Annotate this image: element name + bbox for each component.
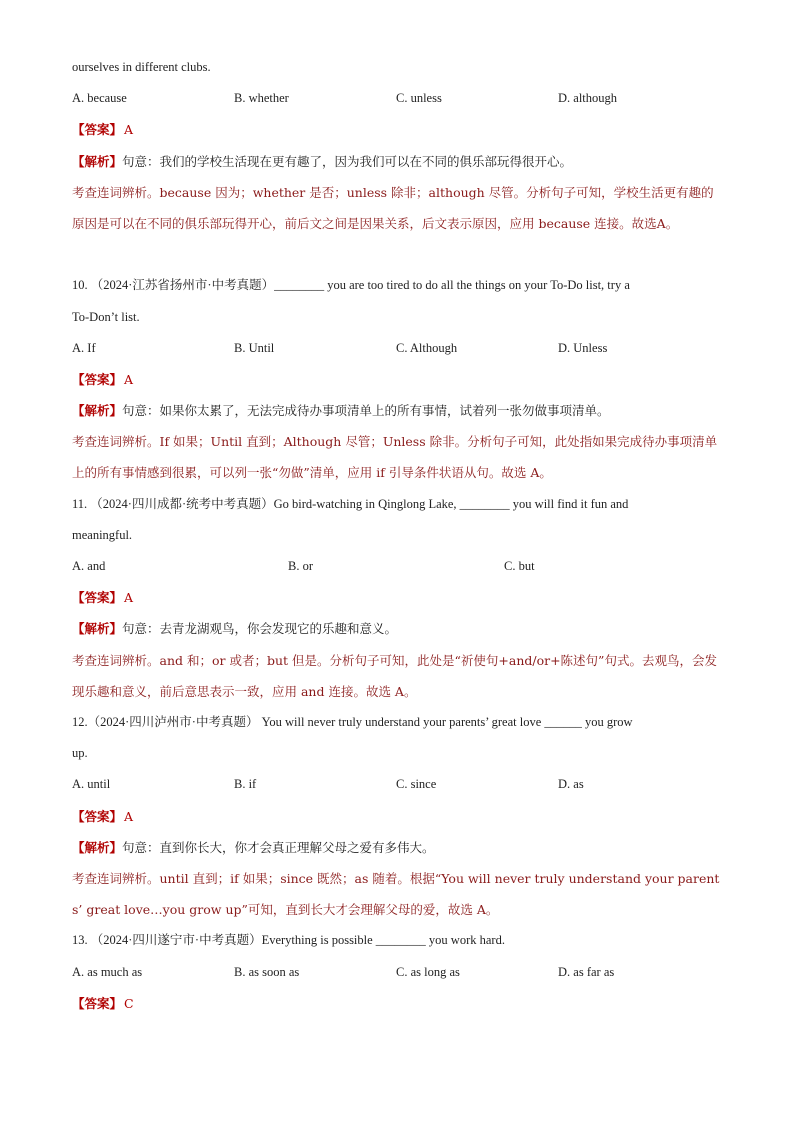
option-d: D. as <box>558 777 584 792</box>
answer-label: 【答案】 <box>72 590 123 606</box>
answer-line <box>72 582 722 613</box>
analysis-line <box>72 395 722 426</box>
option-c: C. Although <box>396 340 458 355</box>
question-tail: ourselves in different clubs. <box>72 60 211 74</box>
options-row <box>72 769 722 800</box>
analysis-text: 句意：去青龙湖观鸟，你会发现它的乐趣和意义。 <box>122 621 398 637</box>
document-page <box>72 52 722 1019</box>
analysis-line <box>72 832 722 863</box>
options-row <box>72 551 722 582</box>
question-10-line1: 10. （2024·江苏省扬州市·中考真题）________ you are too tired to do all the things on your To-Do list, try a <box>72 278 630 293</box>
question-11-line2: meaningful. <box>72 527 133 542</box>
option-a: A. because <box>72 91 127 106</box>
option-c: C. as long as <box>396 964 460 979</box>
answer-label: 【答案】 <box>72 995 123 1011</box>
answer-value: A <box>124 590 134 606</box>
analysis-line <box>72 613 722 644</box>
option-b: B. Until <box>234 340 275 355</box>
analysis-text: 句意：我们的学校生活现在更有趣了，因为我们可以在不同的俱乐部玩得很开心。 <box>122 153 573 169</box>
option-b: B. or <box>288 559 313 574</box>
analysis-line <box>72 146 722 177</box>
analysis-label: 【解析】 <box>72 153 123 169</box>
question-10-line2: To-Don’t list. <box>72 309 140 324</box>
option-a: A. If <box>72 340 96 355</box>
answer-line <box>72 114 722 145</box>
answer-line <box>72 364 722 395</box>
answer-label: 【答案】 <box>72 371 123 387</box>
option-d: D. Unless <box>558 340 608 355</box>
option-d: D. as far as <box>558 964 615 979</box>
explanation-text: 考查连词辨析。If 如果；Until 直到；Although 尽管；Unless 除非。分析句子可知，此处指如果完成待办事项清单上的所有事情感到很累，可以列一张“勿做”清单，应用 if 引导条件状语从句。故选 A。 <box>72 434 718 481</box>
analysis-label: 【解析】 <box>72 839 123 855</box>
option-b: B. as soon as <box>234 964 300 979</box>
option-a: A. as much as <box>72 964 143 979</box>
option-c: C. unless <box>396 91 442 106</box>
answer-label: 【答案】 <box>72 122 123 138</box>
option-d: D. although <box>558 91 618 106</box>
answer-value: A <box>124 371 134 387</box>
analysis-label: 【解析】 <box>72 403 123 419</box>
answer-line <box>72 988 722 1019</box>
options-row <box>72 83 722 114</box>
answer-value: A <box>124 122 134 138</box>
question-12-line2: up. <box>72 746 88 761</box>
explanation-text: 考查连词辨析。and 和；or 或者；but 但是。分析句子可知，此处是“祈使句+and/or+陈述句”句式。去观鸟，会发现乐趣和意义，前后意思表示一致，应用 and 连接。故选 A。 <box>72 652 717 699</box>
explanation-text: 考查连词辨析。because 因为；whether 是否；unless 除非；although 尽管。分析句子可知，学校生活更有趣的原因是可以在不同的俱乐部玩得开心，前后文之间是因果关系，后文表示原因，应用 because 连接。故选A。 <box>72 184 714 231</box>
analysis-text: 句意：如果你太累了，无法完成待办事项清单上的所有事情，试着列一张勿做事项清单。 <box>122 403 610 419</box>
explanation-text: 考查连词辨析。until 直到；if 如果；since 既然；as 随着。根据“You will never truly understand your parents’ great love…you grow up”可知，直到长大才会理解父母的爱，故选 A。 <box>72 870 720 918</box>
question-12-line1: 12.（2024·四川泸州市·中考真题） You will never truly understand your parents’ great love ______ you grow <box>72 715 633 729</box>
option-a: A. and <box>72 559 106 574</box>
options-row <box>72 957 722 988</box>
analysis-label: 【解析】 <box>72 621 123 637</box>
answer-value: C <box>124 995 134 1011</box>
analysis-text: 句意：直到你长大，你才会真正理解父母之爱有多伟大。 <box>122 839 435 855</box>
answer-value: A <box>124 808 134 824</box>
options-row <box>72 333 722 364</box>
answer-line <box>72 801 722 832</box>
answer-label: 【答案】 <box>72 808 123 824</box>
option-c: C. since <box>396 777 437 792</box>
option-c: C. but <box>504 559 535 574</box>
option-a: A. until <box>72 777 111 792</box>
option-b: B. if <box>234 777 257 792</box>
question-11-line1: 11. （2024·四川成都·统考中考真题）Go bird-watching in Qinglong Lake, ________ you will find it fun and <box>72 496 629 511</box>
option-b: B. whether <box>234 91 289 106</box>
question-13-line1: 13. （2024·四川遂宁市·中考真题）Everything is possible ________ you work hard. <box>72 933 505 948</box>
